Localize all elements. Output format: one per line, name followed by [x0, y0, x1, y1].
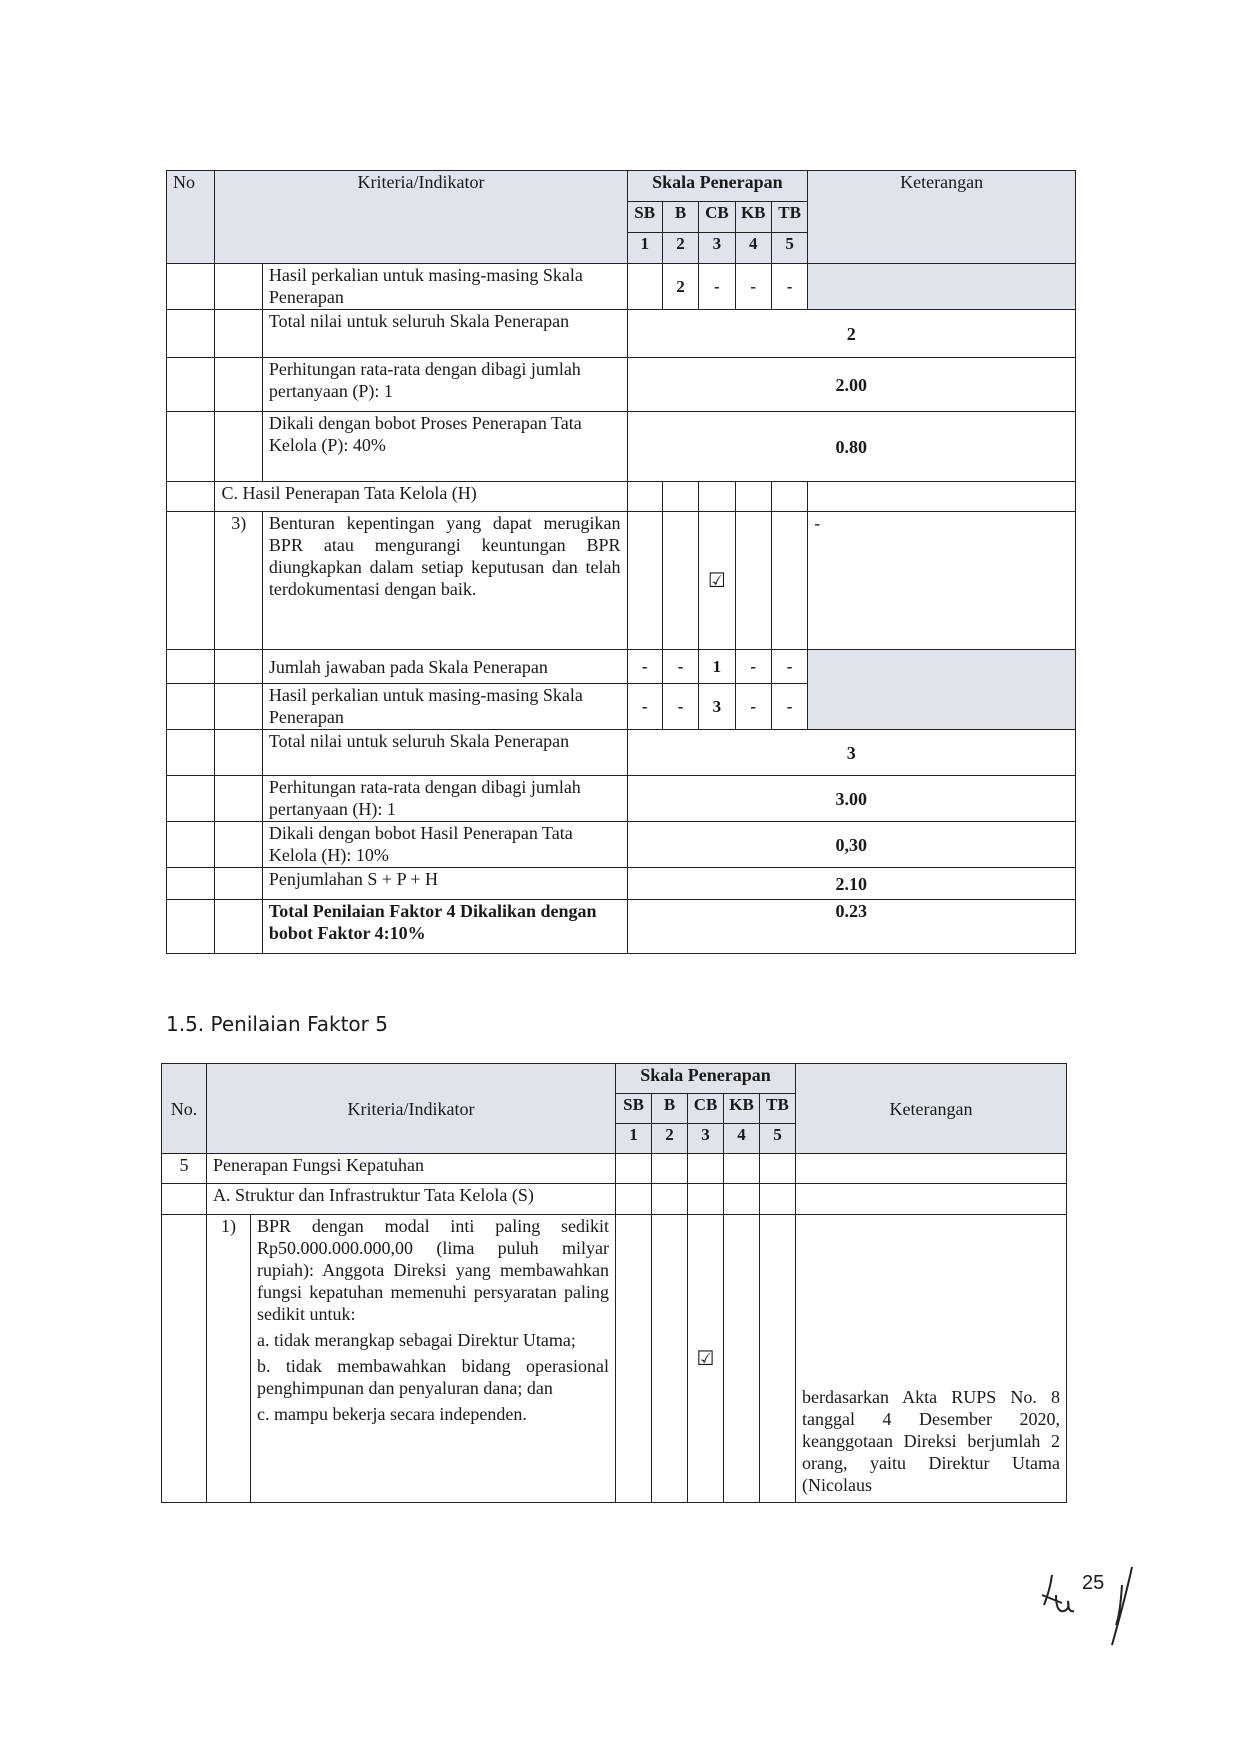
- header-no: No: [167, 171, 215, 264]
- p-total-value: 2: [627, 310, 1075, 358]
- scale-label-tb: TB: [760, 1094, 796, 1124]
- scale-label-cb: CB: [699, 202, 735, 233]
- total-faktor-4-label: Total Penilaian Faktor 4 Dikalikan dengan bobot Faktor 4:10%: [262, 900, 627, 954]
- scale-num-4: 4: [724, 1124, 760, 1154]
- h-bobot-label: Dikali dengan bobot Hasil Penerapan Tata Kelola (H): 10%: [262, 822, 627, 868]
- h-jumlah-label: Jumlah jawaban pada Skala Penerapan: [262, 650, 627, 684]
- scale-num-2: 2: [662, 233, 698, 264]
- h-hasil-label: Hasil perkalian untuk masing-masing Skala Penerapan: [262, 684, 627, 730]
- scale-label-tb: TB: [771, 202, 807, 233]
- sum-label: Penjumlahan S + P + H: [262, 868, 627, 900]
- scale-label-b: B: [662, 202, 698, 233]
- scale-label-sb: SB: [616, 1094, 652, 1124]
- scale-num-2: 2: [652, 1124, 688, 1154]
- scale-num-5: 5: [760, 1124, 796, 1154]
- p-hasil-cb: -: [699, 264, 735, 310]
- scale-label-kb: KB: [735, 202, 771, 233]
- scale-label-kb: KB: [724, 1094, 760, 1124]
- p-rata-label: Perhitungan rata-rata dengan dibagi jumlah pertanyaan (P): 1: [262, 358, 627, 412]
- p-hasil-sb: [627, 264, 662, 310]
- header-skala-penerapan: Skala Penerapan: [616, 1064, 796, 1094]
- item-3-number: 3): [215, 512, 262, 650]
- total-faktor-4-value: 0.23: [627, 900, 1075, 954]
- row-5-number: 5: [162, 1154, 207, 1184]
- paraf-signature-icon: [1040, 1565, 1140, 1665]
- item-1-point-b: b. tidak membawahkan bidang operasional penghimpunan dan penyaluran dana; dan: [257, 1356, 610, 1398]
- h-jumlah-b: -: [662, 650, 698, 684]
- p-rata-value: 2.00: [627, 358, 1075, 412]
- item-1-point-a: a. tidak merangkap sebagai Direktur Utama;: [257, 1330, 576, 1350]
- h-hasil-tb: -: [771, 684, 807, 730]
- header-kriteria: Kriteria/Indikator: [207, 1064, 616, 1154]
- h-total-label: Total nilai untuk seluruh Skala Penerapan: [262, 730, 627, 776]
- h-rata-value: 3.00: [627, 776, 1075, 822]
- item-1-point-c: c. mampu bekerja secara independen.: [257, 1404, 527, 1424]
- header-keterangan: Keterangan: [808, 171, 1076, 264]
- scale-num-4: 4: [735, 233, 771, 264]
- h-bobot-value: 0,30: [627, 822, 1075, 868]
- scale-num-1: 1: [616, 1124, 652, 1154]
- faktor-4-table: [166, 170, 1076, 954]
- sum-value: 2.10: [627, 868, 1075, 900]
- item-1-intro: BPR dengan modal inti paling sedikit Rp50.000.000.000,00 (lima puluh milyar rupiah): Anggota Direksi yang membawahkan fungsi kepatuhan memenuhi persyaratan paling sedikit untuk:: [257, 1216, 610, 1324]
- scale-num-5: 5: [771, 233, 807, 264]
- item-1-number: 1): [207, 1215, 251, 1503]
- p-bobot-label: Dikali dengan bobot Proses Penerapan Tata Kelola (P): 40%: [262, 412, 627, 482]
- scale-label-b: B: [652, 1094, 688, 1124]
- section-a-heading: A. Struktur dan Infrastruktur Tata Kelola (S): [207, 1184, 616, 1215]
- faktor-5-table: [161, 1063, 1067, 1503]
- p-bobot-value: 0.80: [627, 412, 1075, 482]
- header-kriteria: Kriteria/Indikator: [215, 171, 627, 264]
- scale-label-sb: SB: [627, 202, 662, 233]
- item-1-keterangan: berdasarkan Akta RUPS No. 8 tanggal 4 Desember 2020, keanggotaan Direksi berjumlah 2 orang, yaitu Direktur Utama (Nicolaus: [796, 1215, 1067, 1503]
- p-hasil-kb: -: [735, 264, 771, 310]
- h-hasil-b: -: [662, 684, 698, 730]
- p-hasil-b: 2: [662, 264, 698, 310]
- section-c-heading: C. Hasil Penerapan Tata Kelola (H): [215, 482, 627, 512]
- scale-num-3: 3: [688, 1124, 724, 1154]
- row-5-text: Penerapan Fungsi Kepatuhan: [207, 1154, 616, 1184]
- h-hasil-cb: 3: [699, 684, 735, 730]
- page-number: 25: [1082, 1572, 1105, 1594]
- header-skala-penerapan: Skala Penerapan: [627, 171, 808, 202]
- item-1-content: [251, 1215, 616, 1503]
- scale-label-cb: CB: [688, 1094, 724, 1124]
- scale-num-3: 3: [699, 233, 735, 264]
- h-rata-label: Perhitungan rata-rata dengan dibagi jumlah pertanyaan (H): 1: [262, 776, 627, 822]
- item-3-text: Benturan kepentingan yang dapat merugikan BPR atau mengurangi keuntungan BPR diungkapkan dalam setiap keputusan dan telah terdokumentasi dengan baik.: [262, 512, 627, 650]
- p-hasil-tb: -: [771, 264, 807, 310]
- item-3-keterangan: -: [808, 512, 1076, 650]
- p-hasil-label: Hasil perkalian untuk masing-masing Skala Penerapan: [262, 264, 627, 310]
- checkbox-checked-icon: ☑: [699, 512, 735, 650]
- section-title: 1.5. Penilaian Faktor 5: [166, 1012, 388, 1036]
- h-hasil-sb: -: [627, 684, 662, 730]
- h-total-value: 3: [627, 730, 1075, 776]
- p-total-label: Total nilai untuk seluruh Skala Penerapan: [262, 310, 627, 358]
- h-jumlah-kb: -: [735, 650, 771, 684]
- h-jumlah-tb: -: [771, 650, 807, 684]
- h-hasil-kb: -: [735, 684, 771, 730]
- h-jumlah-sb: -: [627, 650, 662, 684]
- checkbox-checked-icon: ☑: [688, 1215, 724, 1503]
- header-no: No.: [162, 1064, 207, 1154]
- header-keterangan: Keterangan: [796, 1064, 1067, 1154]
- scale-num-1: 1: [627, 233, 662, 264]
- h-jumlah-cb: 1: [699, 650, 735, 684]
